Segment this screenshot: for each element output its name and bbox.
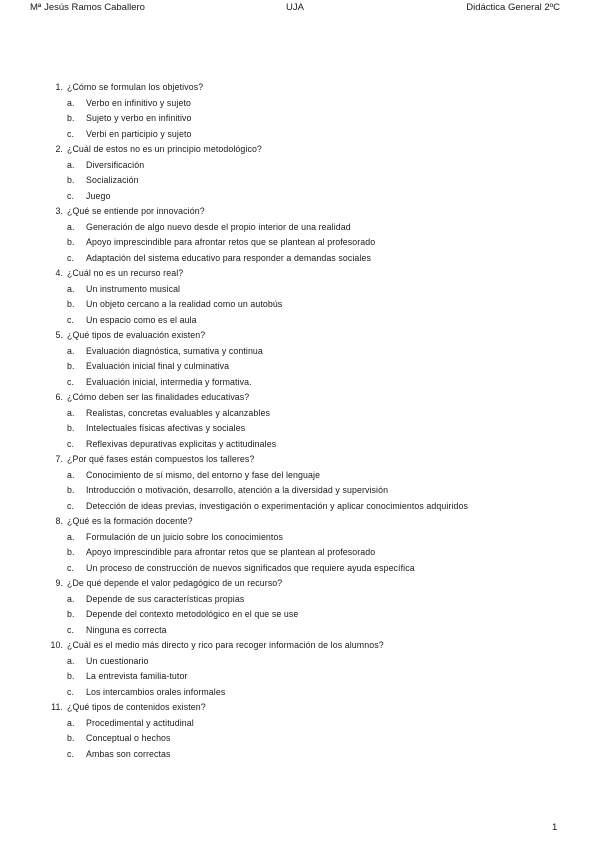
option-text: Un cuestionario	[86, 655, 149, 666]
option-letter: a.	[67, 469, 75, 480]
question-item	[0, 390, 600, 452]
answer-option	[0, 654, 600, 670]
question-item	[0, 638, 600, 700]
question-line	[0, 390, 600, 406]
option-letter: a.	[67, 593, 75, 604]
option-letter: a.	[67, 345, 75, 356]
option-text: Conocimiento de sí mismo, del entorno y fase del lenguaje	[86, 469, 321, 480]
answer-option	[0, 468, 600, 484]
answer-option	[0, 545, 600, 561]
option-text: Introducción o motivación, desarrollo, atención a la diversidad y supervisión	[86, 485, 389, 495]
option-letter: c.	[67, 562, 75, 573]
option-text: Formulación de un juicio sobre los conocimientos	[86, 531, 283, 542]
answer-option	[0, 406, 600, 422]
question-item	[0, 328, 600, 390]
answer-option	[0, 251, 600, 267]
option-text: Generación de algo nuevo desde el propio interior de una realidad	[86, 221, 351, 232]
question-line	[0, 266, 600, 282]
option-text: Un espacio como es el aula	[86, 314, 197, 325]
question-number: 3.	[55, 206, 63, 216]
option-letter: b.	[67, 361, 75, 371]
option-text: Verbo en infinitivo y sujeto	[86, 97, 192, 108]
option-letter: a.	[67, 655, 75, 666]
question-text: ¿Cómo deben ser las finalidades educativas?	[67, 392, 250, 402]
option-letter: a.	[67, 531, 75, 542]
option-text: Depende del contexto metodológico en el que se use	[86, 609, 299, 619]
option-text: Adaptación del sistema educativo para responder a demandas sociales	[86, 252, 371, 263]
option-letter: b.	[67, 671, 75, 681]
option-text: Intelectuales físicas afectivas y sociales	[86, 423, 246, 433]
option-text: Ambas son correctas	[86, 748, 171, 759]
option-letter: a.	[67, 159, 75, 170]
answer-option	[0, 297, 600, 313]
answer-option	[0, 282, 600, 298]
option-letter: c.	[67, 252, 75, 263]
answer-option	[0, 313, 600, 329]
option-text: Apoyo imprescindible para afrontar retos que se plantean al profesorado	[86, 237, 376, 247]
option-letter: c.	[67, 748, 75, 759]
option-text: Un instrumento musical	[86, 283, 181, 294]
question-number: 1.	[55, 82, 63, 92]
option-text: Diversificación	[86, 159, 145, 170]
answer-option	[0, 623, 600, 639]
question-item	[0, 142, 600, 204]
option-text: Reflexivas depurativas explicitas y actitudinales	[86, 438, 277, 449]
answer-option	[0, 669, 600, 685]
question-number: 9.	[55, 578, 63, 588]
question-text: ¿De qué depende el valor pedagógico de un recurso?	[67, 578, 283, 588]
question-line	[0, 452, 600, 468]
question-line	[0, 638, 600, 654]
question-line	[0, 80, 600, 96]
answer-option	[0, 235, 600, 251]
page-header	[0, 0, 600, 18]
header-institution: UJA	[286, 2, 304, 13]
question-text: ¿Cómo se formulan los objetivos?	[67, 82, 204, 92]
option-text: Socialización	[86, 175, 139, 185]
option-letter: c.	[67, 500, 75, 511]
question-item	[0, 80, 600, 142]
option-letter: c.	[67, 190, 75, 201]
question-line	[0, 700, 600, 716]
option-text: Evaluación inicial, intermedia y formativa.	[86, 376, 252, 387]
answer-option	[0, 189, 600, 205]
option-text: La entrevista familia-tutor	[86, 671, 188, 681]
question-text: ¿Por qué fases están compuestos los talleres?	[67, 454, 255, 464]
option-text: Depende de sus características propias	[86, 593, 245, 604]
question-text: ¿Cuál es el medio más directo y rico para recoger información de los alumnos?	[67, 640, 384, 650]
header-course: Didáctica General 2ºC	[466, 2, 560, 13]
question-text: ¿Qué es la formación docente?	[67, 516, 193, 526]
option-text: Evaluación diagnóstica, sumativa y continua	[86, 345, 263, 356]
answer-option	[0, 375, 600, 391]
question-item	[0, 452, 600, 514]
option-letter: b.	[67, 423, 75, 433]
answer-option	[0, 158, 600, 174]
option-letter: a.	[67, 717, 75, 728]
question-line	[0, 204, 600, 220]
question-text: ¿Cuál de estos no es un principio metodológico?	[67, 144, 262, 154]
option-letter: a.	[67, 221, 75, 232]
question-number: 10.	[50, 640, 63, 650]
question-number: 5.	[55, 330, 63, 340]
option-text: Ninguna es correcta	[86, 624, 167, 635]
answer-option	[0, 685, 600, 701]
answer-option	[0, 607, 600, 623]
option-letter: b.	[67, 299, 75, 309]
question-item	[0, 514, 600, 576]
answer-option	[0, 173, 600, 189]
answer-option	[0, 344, 600, 360]
option-letter: b.	[67, 237, 75, 247]
option-text: Los intercambios orales informales	[86, 686, 226, 697]
answer-option	[0, 359, 600, 375]
option-letter: c.	[67, 624, 75, 635]
answer-option	[0, 561, 600, 577]
option-text: Sujeto y verbo en infinitivo	[86, 113, 192, 123]
option-letter: c.	[67, 376, 75, 387]
answer-option	[0, 437, 600, 453]
answer-option	[0, 483, 600, 499]
question-number: 11.	[51, 702, 63, 712]
answer-option	[0, 421, 600, 437]
question-text: ¿Qué tipos de contenidos existen?	[67, 702, 206, 712]
question-list	[0, 80, 600, 762]
answer-option	[0, 499, 600, 515]
question-text: ¿Qué se entiende por innovación?	[67, 206, 205, 216]
option-text: Verbi en participio y sujeto	[86, 128, 192, 139]
question-number: 7.	[55, 454, 63, 464]
question-text: ¿Cuál no es un recurso real?	[67, 268, 184, 278]
answer-option	[0, 96, 600, 112]
option-letter: b.	[67, 547, 75, 557]
question-text: ¿Qué tipos de evaluación existen?	[67, 330, 206, 340]
option-text: Un proceso de construcción de nuevos significados que requiere ayuda específica	[86, 562, 415, 573]
option-text: Juego	[86, 190, 111, 201]
question-item	[0, 576, 600, 638]
option-text: Procedimental y actitudinal	[86, 717, 194, 728]
question-number: 4.	[55, 268, 63, 278]
answer-option	[0, 530, 600, 546]
option-letter: b.	[67, 113, 75, 123]
option-letter: c.	[67, 438, 75, 449]
header-author: Mª Jesús Ramos Caballero	[30, 2, 145, 13]
option-letter: c.	[67, 686, 75, 697]
option-text: Detección de ideas previas, investigación o experimentación y aplicar conocimientos adquiridos	[86, 500, 469, 511]
question-line	[0, 142, 600, 158]
option-letter: c.	[67, 314, 75, 325]
page-number: 1	[552, 822, 558, 833]
question-number: 6.	[55, 392, 63, 402]
answer-option	[0, 592, 600, 608]
question-item	[0, 204, 600, 266]
question-line	[0, 576, 600, 592]
question-item	[0, 266, 600, 328]
option-letter: a.	[67, 283, 75, 294]
option-text: Conceptual o hechos	[86, 733, 171, 743]
question-line	[0, 328, 600, 344]
answer-option	[0, 716, 600, 732]
answer-option	[0, 220, 600, 236]
option-letter: a.	[67, 407, 75, 418]
question-item	[0, 700, 600, 762]
option-letter: b.	[67, 485, 75, 495]
answer-option	[0, 127, 600, 143]
answer-option	[0, 731, 600, 747]
question-number: 2.	[55, 144, 63, 154]
option-text: Un objeto cercano a la realidad como un autobús	[86, 299, 283, 309]
option-letter: b.	[67, 175, 75, 185]
option-text: Apoyo imprescindible para afrontar retos que se plantean al profesorado	[86, 547, 376, 557]
option-letter: c.	[67, 128, 75, 139]
answer-option	[0, 747, 600, 763]
option-letter: b.	[67, 733, 75, 743]
question-line	[0, 514, 600, 530]
question-number: 8.	[55, 516, 63, 526]
option-text: Evaluación inicial final y culminativa	[86, 361, 230, 371]
option-letter: b.	[67, 609, 75, 619]
option-text: Realistas, concretas evaluables y alcanzables	[86, 407, 270, 418]
answer-option	[0, 111, 600, 127]
option-letter: a.	[67, 97, 75, 108]
